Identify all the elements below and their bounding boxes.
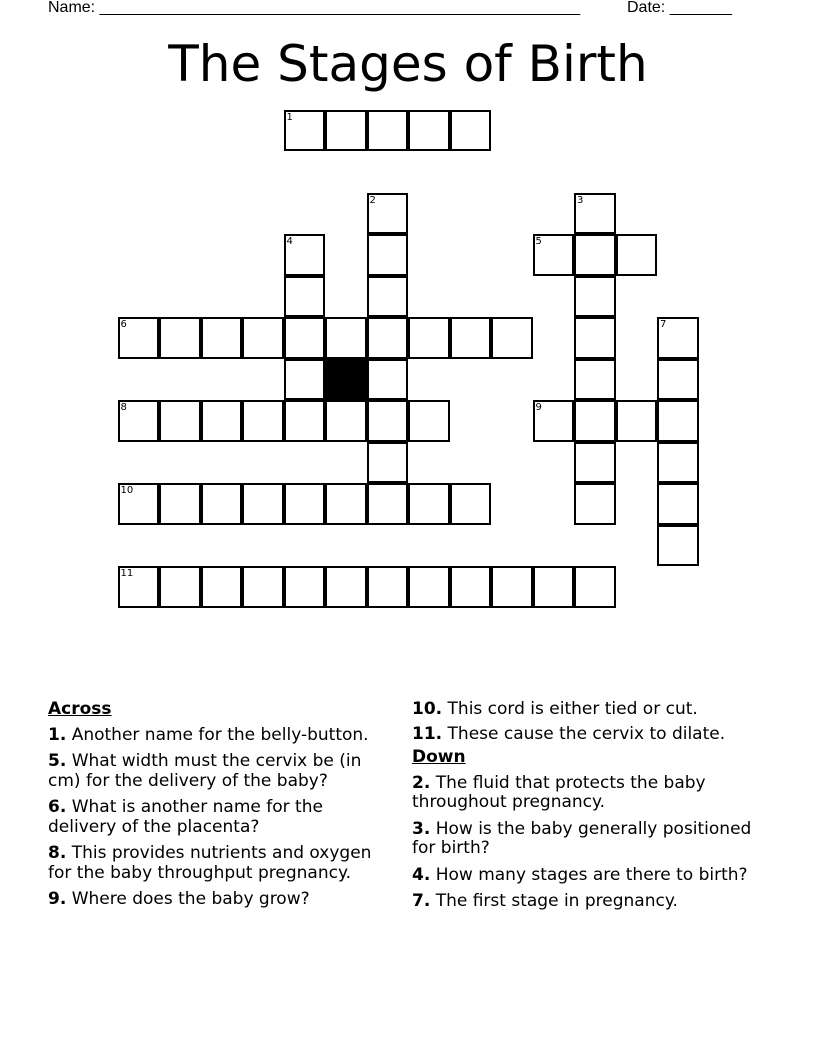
name-line: Name: ______________________________________________________	[48, 0, 581, 16]
grid-cell[interactable]	[284, 276, 326, 318]
clue-number: 6.	[48, 797, 67, 817]
cell-number: 11	[120, 568, 134, 579]
grid-cell[interactable]	[159, 400, 201, 442]
grid-cell[interactable]	[159, 483, 201, 525]
grid-cell[interactable]	[491, 566, 533, 608]
grid-cell[interactable]	[574, 442, 616, 484]
across-clue-5	[48, 752, 393, 791]
grid-cell[interactable]	[325, 400, 367, 442]
across-clue-1	[48, 726, 393, 746]
grid-cell[interactable]	[284, 400, 326, 442]
grid-cell[interactable]	[367, 276, 409, 318]
cell-number: 3	[577, 194, 584, 206]
down-clue-2	[412, 774, 772, 813]
clue-text: These cause the cervix to dilate.	[447, 723, 726, 744]
grid-cell[interactable]	[408, 566, 450, 608]
across-heading: Across	[48, 699, 112, 719]
clue-text: This provides nutrients and oxygen for the baby throughput pregnancy.	[48, 843, 372, 883]
down-clue-7	[412, 892, 772, 912]
cell-number: 1	[286, 111, 293, 123]
cell-number: 4	[286, 236, 293, 247]
grid-cell[interactable]	[242, 317, 284, 359]
grid-cell[interactable]	[657, 400, 699, 442]
grid-cell[interactable]	[657, 317, 699, 359]
clue-number: 2.	[412, 772, 431, 793]
grid-cell[interactable]	[367, 110, 409, 152]
grid-cell[interactable]	[574, 276, 616, 318]
clue-number: 3.	[412, 818, 431, 839]
clues-right-column	[412, 700, 772, 919]
grid-cell[interactable]	[159, 566, 201, 608]
cell-number: 5	[535, 236, 542, 247]
cell-number: 10	[120, 485, 134, 496]
grid-cell[interactable]	[408, 110, 450, 152]
grid-cell[interactable]	[367, 566, 409, 608]
grid-cell[interactable]	[284, 566, 326, 608]
clue-text: How many stages are there to birth?	[435, 864, 748, 885]
across-clue-6	[48, 798, 393, 837]
grid-cell[interactable]	[325, 566, 367, 608]
grid-cell[interactable]	[533, 566, 575, 608]
grid-cell[interactable]	[533, 234, 575, 276]
grid-cell[interactable]	[616, 400, 658, 442]
grid-cell[interactable]	[284, 110, 326, 152]
grid-cell[interactable]	[367, 193, 409, 235]
date-line: Date: _______	[627, 0, 732, 16]
grid-cell[interactable]	[408, 317, 450, 359]
clue-number: 10.	[412, 699, 443, 719]
grid-cell[interactable]	[242, 400, 284, 442]
grid-cell[interactable]	[118, 317, 160, 359]
cell-number: 8	[120, 402, 127, 413]
across-clue-10	[412, 700, 772, 720]
page-title: The Stages of Birth	[168, 35, 648, 93]
cell-number: 6	[120, 319, 127, 330]
grid-cell[interactable]	[450, 317, 492, 359]
grid-cell[interactable]	[325, 317, 367, 359]
clue-number: 4.	[412, 864, 431, 885]
grid-cell[interactable]	[657, 359, 699, 401]
grid-cell[interactable]	[367, 483, 409, 525]
clue-text: This cord is either tied or cut.	[447, 699, 698, 719]
grid-cell[interactable]	[325, 483, 367, 525]
clue-text: The first stage in pregnancy.	[435, 891, 678, 911]
grid-cell[interactable]	[574, 483, 616, 525]
grid-cell[interactable]	[118, 566, 160, 608]
grid-cell[interactable]	[118, 483, 160, 525]
across-clue-9	[48, 890, 393, 910]
grid-cell[interactable]	[201, 483, 243, 525]
grid-cell[interactable]	[657, 525, 699, 567]
clue-text: What is another name for the delivery of the placenta?	[48, 797, 323, 837]
grid-cell[interactable]	[159, 317, 201, 359]
grid-cell[interactable]	[533, 400, 575, 442]
clue-text: Where does the baby grow?	[71, 889, 310, 909]
grid-cell[interactable]	[201, 317, 243, 359]
grid-cell[interactable]	[201, 400, 243, 442]
clue-text: Another name for the belly-button.	[71, 724, 369, 745]
grid-cell[interactable]	[325, 110, 367, 152]
clue-number: 11.	[412, 723, 443, 744]
clue-text: The fluid that protects the baby throughout pregnancy.	[412, 772, 706, 812]
grid-cell[interactable]	[574, 566, 616, 608]
across-clue-11	[412, 725, 772, 745]
clue-number: 1.	[48, 724, 67, 745]
clues-left-column	[48, 700, 393, 917]
cell-number: 9	[535, 402, 542, 413]
down-heading: Down	[412, 747, 466, 767]
grid-block-cell	[325, 359, 367, 401]
grid-cell[interactable]	[657, 442, 699, 484]
grid-cell[interactable]	[574, 317, 616, 359]
clue-number: 7.	[412, 891, 431, 911]
grid-cell[interactable]	[118, 400, 160, 442]
grid-cell[interactable]	[574, 400, 616, 442]
clue-text: How is the baby generally positioned for birth?	[412, 818, 752, 858]
grid-cell[interactable]	[408, 400, 450, 442]
down-clue-3	[412, 820, 772, 859]
grid-cell[interactable]	[367, 400, 409, 442]
grid-cell[interactable]	[450, 110, 492, 152]
grid-cell[interactable]	[367, 317, 409, 359]
grid-cell[interactable]	[367, 442, 409, 484]
grid-cell[interactable]	[284, 234, 326, 276]
grid-cell[interactable]	[574, 359, 616, 401]
grid-cell[interactable]	[284, 317, 326, 359]
clue-number: 9.	[48, 889, 67, 909]
grid-cell[interactable]	[201, 566, 243, 608]
grid-cell[interactable]	[242, 566, 284, 608]
grid-cell[interactable]	[450, 566, 492, 608]
grid-cell[interactable]	[574, 234, 616, 276]
clue-number: 5.	[48, 751, 67, 771]
cell-number: 2	[369, 194, 376, 206]
grid-cell[interactable]	[491, 317, 533, 359]
clue-text: What width must the cervix be (in cm) for the delivery of the baby?	[48, 751, 362, 791]
grid-cell[interactable]	[242, 483, 284, 525]
grid-cell[interactable]	[367, 359, 409, 401]
grid-cell[interactable]	[367, 234, 409, 276]
grid-cell[interactable]	[574, 193, 616, 235]
grid-cell[interactable]	[450, 483, 492, 525]
grid-cell[interactable]	[616, 234, 658, 276]
across-clue-8	[48, 844, 393, 883]
clue-number: 8.	[48, 843, 67, 863]
grid-cell[interactable]	[408, 483, 450, 525]
grid-cell[interactable]	[284, 359, 326, 401]
grid-cell[interactable]	[657, 483, 699, 525]
cell-number: 7	[660, 319, 667, 330]
grid-cell[interactable]	[284, 483, 326, 525]
down-clue-4	[412, 866, 772, 886]
